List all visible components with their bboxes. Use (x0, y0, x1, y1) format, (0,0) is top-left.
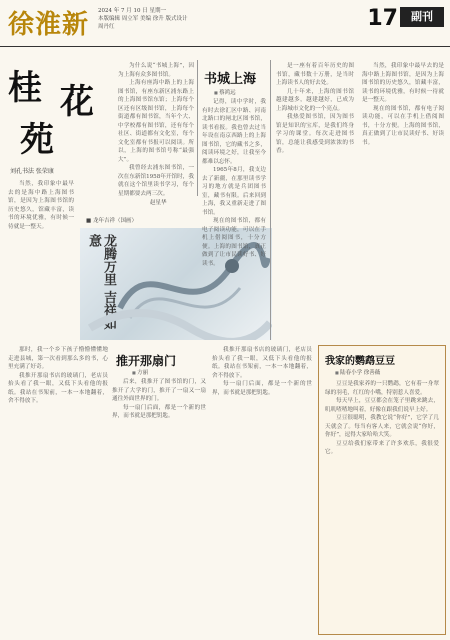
paragraph: 记得，读中学时，我有时去徐汇区中路、河南北路口的闸北区图书馆，读书看报。我也曾去过当年设在南京西路上的上海图书馆，它的藏书之多，阅读环境之好，让我至今都难以忘怀。 (202, 99, 266, 165)
paragraph: 豆豆很聪明，我教它说“你好”，它学了几天就会了。每当有客人来，它就会说“你好，你好”，逗得大家哈哈大笑。 (325, 415, 439, 438)
column-divider (197, 60, 198, 196)
feature-column-1 (118, 62, 194, 196)
page-header (0, 0, 450, 47)
paragraph: 几十年来，上海的图书馆越建越多，越建越好，已成为上海城市文化的一个亮点。 (276, 88, 354, 112)
parrot-article-body (325, 380, 439, 628)
editor-credits: 本版编辑 周立军 美编 徐升 版式设计 周丹红 (98, 16, 188, 30)
parrot-article-box (318, 345, 446, 635)
parrot-article-author: ■ 陆春小学 徐善薇 (335, 368, 380, 376)
paragraph: 是一座有着百年历史的图书馆，藏书数十万册，是当时上海读书人的好去处。 (276, 63, 354, 86)
paragraph: 为什么说“书城上海”，因为上海有众多图书馆。 (118, 63, 194, 78)
door-column-1 (8, 346, 108, 634)
paragraph: 豆豆是我家养的一只鹦鹉，它有着一身翠绿的羽毛，红红的小嘴，特别惹人喜爱。 (325, 381, 439, 396)
page-number: 17 (367, 6, 398, 31)
paragraph: 当然，我印象中最早去的是海中路上海图书馆，是因为上海图书馆的历史悠久，馆藏丰富，读书的环境优雅，有时候一待就是一整天。 (8, 181, 74, 230)
paragraph: 后来，我推开了图书馆的门，又推开了大学的门，推开了一扇又一扇通往外面世界的门。 (112, 379, 206, 402)
door-column-3 (212, 346, 312, 634)
paragraph: 我推开那扇书店的玻璃门，老店员抬头看了我一眼，又低下头看他的报纸。我站在书架前，一本一本地翻着，舍不得放下。 (8, 372, 108, 404)
parrot-article-title: 我家的鹦鹉豆豆 (325, 356, 395, 367)
center-column (202, 98, 266, 338)
column-divider (270, 60, 271, 340)
paragraph: 现在的图书馆，都有电子阅读功能，可以在手机上借阅图书，十分方便。上海的图书馆，真正做到了让市民读好书、好读书。 (202, 218, 266, 267)
paragraph: 我推开那扇书店的玻璃门，老店员抬头看了我一眼，又低下头看他的报纸。我站在书架前，一本一本地翻着，舍不得放下。 (212, 347, 312, 379)
paragraph: 那时，我一个乡下孩子懵懵懂懂地走进县城，第一次看到那么多的书，心里充满了好奇。 (8, 347, 108, 370)
paragraph: 每一扇门后面，都是一个新的世界，而书就是那把钥匙。 (212, 381, 312, 396)
right-column-2 (362, 62, 444, 338)
painting-credit: 赵星华 (150, 200, 167, 206)
issue-date: 2024 年 7 月 10 日 星期一 (98, 8, 166, 14)
newspaper-masthead: 徐淮新 (8, 10, 90, 40)
article-title-shucheng: 书城上海 (204, 72, 257, 87)
paragraph: 我热爱图书馆，因为图书馆是知识的宝库，是我们终身学习的课堂。每次走进图书馆，总能让我感受到浓浓的书香。 (276, 114, 354, 154)
painting-caption: ■ 龙年吉祥（国画） (86, 218, 137, 224)
title-char-3: 苑 (20, 120, 54, 160)
feature-byline: 刘孔书法 张荣康 (10, 168, 54, 175)
paragraph: 上海有座海中路上的上海图书馆，有座东新区浦东路上的上海图书馆东馆；上海每个区还有区级图书馆，上海每个街道都有图书馆，当年个大、中学校都有图书馆，还有每个社区、街道都有文化室，每个文化室都有书报可以阅读。所以，上海的图书馆号称“最强大”。 (118, 80, 194, 163)
title-char-1: 桂 (8, 68, 42, 108)
door-column-2 (112, 378, 206, 634)
article-author: ■ 蔡鸿远 (214, 88, 236, 96)
feature-title (6, 60, 114, 160)
title-char-2: 花 (60, 82, 94, 122)
masthead-meta (98, 7, 188, 31)
article-author: ■ 方丽 (132, 368, 148, 376)
paragraph: 现在的图书馆，都有电子阅读功能，可以在手机上借阅图书，十分方便。上海的图书馆，真正做到了让市民读好书、好读书。 (362, 105, 444, 146)
painting-calligraphy: 龙腾万里 吉祥如意 (86, 234, 116, 330)
paragraph: 1965年8月，我支边去了新疆，在那里读书学习的地方就是兵团图书室，藏书有限。后来回到上海，我又重新走进了图书馆。 (202, 167, 266, 216)
feature-column-2 (8, 180, 74, 340)
paragraph: 当然，我印象中最早去的是海中路上海图书馆，是因为上海图书馆的历史悠久，馆藏丰富，读书的环境优雅，有时候一待就是一整天。 (362, 63, 444, 103)
paragraph: 我曾经去浦东图书馆，一次在东新馆1958年开馆时，我就在这个馆里读书学习，每个星期都要去两三次。 (118, 165, 194, 196)
supplement-badge: 副刊 (400, 7, 444, 27)
paragraph: 每一扇门后面，都是一个新的世界，而书就是那把钥匙。 (112, 404, 206, 419)
article-title-door: 推开那扇门 (116, 354, 177, 368)
paragraph: 豆豆给我们家带来了许多欢乐，我很爱它。 (325, 440, 439, 455)
paragraph: 每天早上，豆豆都会在笼子里跳来跳去，叽叽喳喳地叫着，好像在跟我们说早上好。 (325, 398, 439, 413)
right-column-1 (276, 62, 354, 338)
